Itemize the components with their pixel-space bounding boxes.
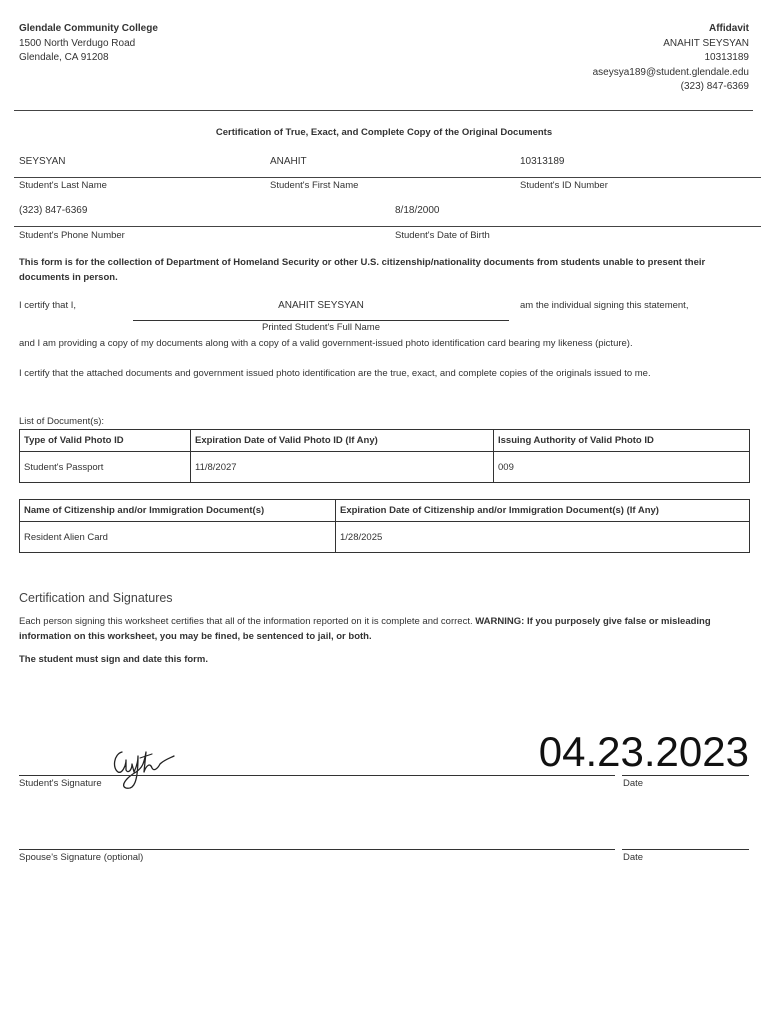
certify-line-3: I certify that the attached documents and government issued photo identification are the true, exact, and complete copies of the originals issued to me. <box>19 368 651 379</box>
header-phone: (323) 847-6369 <box>680 81 749 92</box>
last-name-value: SEYSYAN <box>19 156 66 167</box>
photo-id-expiration-cell: 11/8/2027 <box>191 452 494 483</box>
header-email: aseysya189@student.glendale.edu <box>592 66 749 78</box>
citizenship-header-row <box>20 500 750 522</box>
address-line-2: Glendale, CA 91208 <box>19 52 109 63</box>
full-name-value: ANAHIT SEYSYAN <box>278 300 364 311</box>
must-sign-text: The student must sign and date this form. <box>19 654 208 665</box>
header-divider <box>14 110 753 111</box>
photo-id-expiration-header: Expiration Date of Valid Photo ID (If Any) <box>191 430 494 452</box>
header-student-name: ANAHIT SEYSYAN <box>663 37 749 49</box>
spouse-date-line <box>622 849 749 850</box>
photo-id-authority-header: Issuing Authority of Valid Photo ID <box>494 430 750 452</box>
signed-date-value: 04.23.2023 <box>538 728 749 775</box>
phone-value: (323) 847-6369 <box>19 205 88 216</box>
purpose-text: This form is for the collection of Department of Homeland Security or other U.S. citizenship/nationality documents from students unable to present their documents in person. <box>19 257 706 283</box>
citizenship-expiration-header: Expiration Date of Citizenship and/or Immigration Document(s) (If Any) <box>336 500 750 522</box>
citizenship-doc-table <box>19 499 750 553</box>
page-title: Certification of True, Exact, and Complete Copy of the Original Documents <box>215 127 553 138</box>
certify-line-2: and I am providing a copy of my documents along with a copy of a valid government-issued photo identification card bearing my likeness (picture). <box>19 338 633 349</box>
first-name-value: ANAHIT <box>270 156 307 167</box>
photo-id-authority-cell: 009 <box>494 452 750 483</box>
college-address-block <box>19 22 158 66</box>
spouse-signature-label: Spouse's Signature (optional) <box>19 852 144 863</box>
doc-type: Affidavit <box>709 23 749 34</box>
signatures-heading: Certification and Signatures <box>19 591 173 605</box>
signatures-statement-block <box>19 614 751 644</box>
dob-value: 8/18/2000 <box>395 205 440 216</box>
first-name-label: Student's First Name <box>270 180 359 191</box>
date-label: Date <box>623 778 644 789</box>
signatures-statement: Each person signing this worksheet certifies that all of the information reported on it is complete and correct. <box>19 616 473 627</box>
student-signature-line <box>19 775 615 776</box>
photo-id-type-header: Type of Valid Photo ID <box>20 430 191 452</box>
documents-list-label: List of Document(s): <box>19 416 104 427</box>
photo-id-table <box>19 429 750 483</box>
date-line <box>622 775 749 776</box>
full-name-label: Printed Student's Full Name <box>262 322 380 333</box>
full-name-line <box>133 320 509 321</box>
photo-id-header-row <box>20 430 750 452</box>
spouse-signature-line <box>19 849 615 850</box>
student-signature-label: Student's Signature <box>19 778 102 789</box>
last-name-label: Student's Last Name <box>19 180 107 191</box>
id-number-value: 10313189 <box>520 156 565 167</box>
student-signature-image <box>108 738 178 792</box>
spouse-date-label: Date <box>623 852 644 863</box>
address-line-1: 1500 North Verdugo Road <box>19 37 136 49</box>
citizenship-expiration-cell: 1/28/2025 <box>336 522 750 553</box>
college-name: Glendale Community College <box>19 23 158 34</box>
signatures-warning: WARNING: If you purposely give false or misleading information on this worksheet, you may be fined, be sentenced to jail, or both. <box>19 616 711 642</box>
photo-id-type-cell: Student's Passport <box>20 452 191 483</box>
table-row <box>20 522 750 553</box>
row2-line <box>14 226 761 227</box>
citizenship-name-cell: Resident Alien Card <box>20 522 336 553</box>
certify-suffix: am the individual signing this statement, <box>520 300 689 311</box>
phone-label: Student's Phone Number <box>19 230 125 241</box>
header-student-id: 10313189 <box>704 52 749 63</box>
certify-prefix: I certify that I, <box>19 300 77 311</box>
citizenship-name-header: Name of Citizenship and/or Immigration Document(s) <box>20 500 336 522</box>
dob-label: Student's Date of Birth <box>395 230 490 241</box>
table-row <box>20 452 750 483</box>
id-number-label: Student's ID Number <box>520 180 608 191</box>
row1-line <box>14 177 761 178</box>
student-contact-block <box>593 22 749 95</box>
